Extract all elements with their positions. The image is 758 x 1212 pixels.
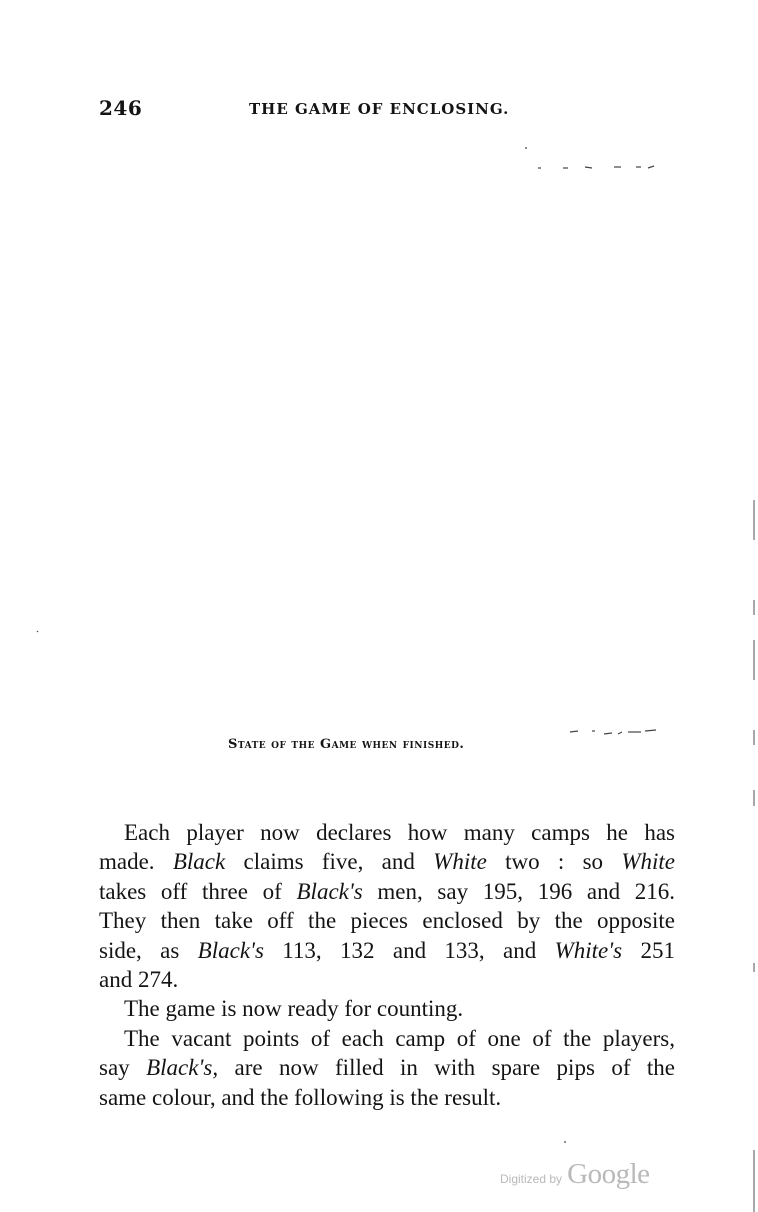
text-line: say Black's, are now filled in with spare pips of the (99, 1055, 675, 1081)
text-line: same colour, and the following is the result. (99, 1084, 502, 1110)
text-line: Each player now declares how many camps he has (124, 820, 675, 845)
text-line: The vacant points of each camp of one of the players, (124, 1025, 675, 1051)
figure-caption: State of the Game when finished. (228, 737, 465, 752)
text-line: and 274. (99, 967, 179, 993)
google-logo: Google (567, 1158, 650, 1190)
watermark-prefix: Digitized by (500, 1172, 563, 1186)
digitized-watermark (500, 1158, 650, 1191)
text-line: side, as Black's 113, 132 and 133, and White's 251 (99, 937, 675, 963)
text-line: takes off three of Black's men, say 195, 196 and 216. (99, 878, 676, 904)
running-title: THE GAME OF ENCLOSING. (249, 100, 510, 118)
body-text (99, 818, 675, 1112)
text-line: They then take off the pieces enclosed by the opposite (99, 908, 675, 934)
text-line: The game is now ready for counting. (124, 996, 464, 1022)
page-number: 246 (99, 96, 143, 120)
text-line: made. Black claims five, and White two : so White (99, 849, 675, 875)
